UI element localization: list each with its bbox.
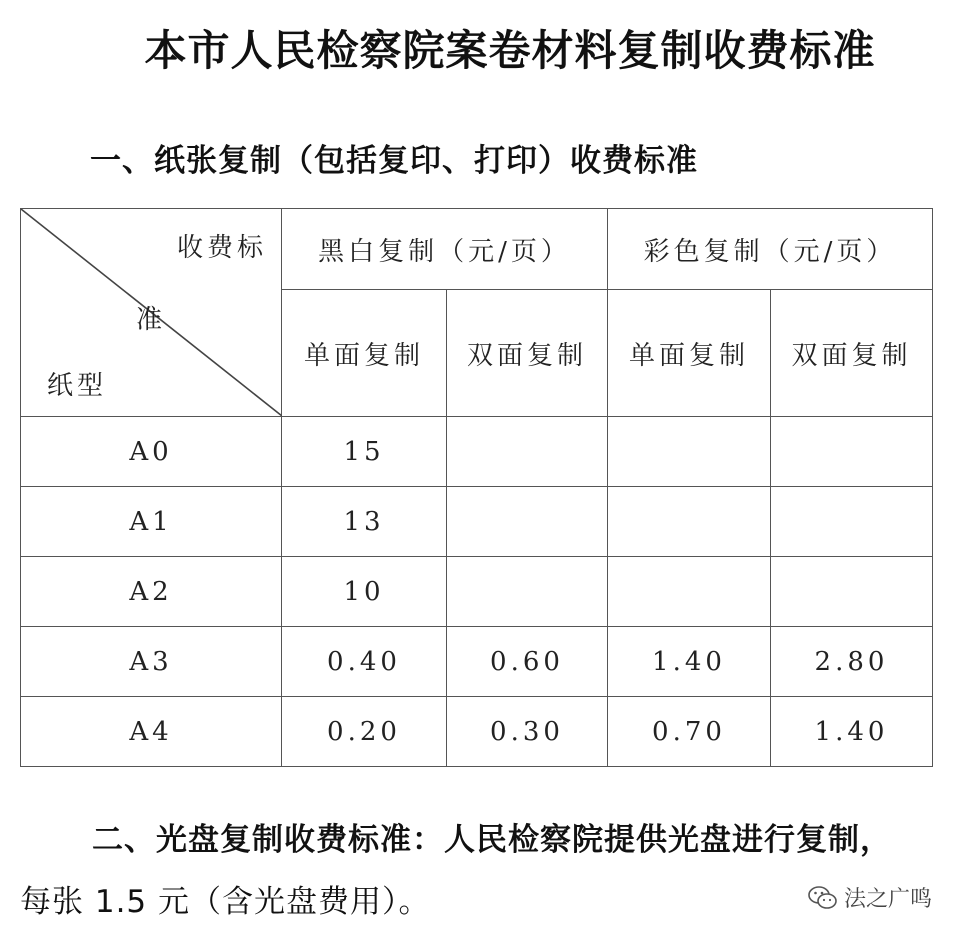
- section-heading-paper: 一、纸张复制（包括复印、打印）收费标准: [90, 143, 698, 179]
- fee-table: [20, 208, 933, 767]
- table-row: [21, 557, 933, 627]
- price-cell: [447, 557, 608, 627]
- price-cell: 15: [282, 417, 447, 487]
- subheader-color-double: 双面复制: [771, 290, 933, 417]
- subheader-color-single: 单面复制: [608, 290, 771, 417]
- price-cell: [771, 417, 933, 487]
- table-row: [21, 627, 933, 697]
- price-cell: [447, 417, 608, 487]
- paper-cell: A3: [21, 627, 282, 697]
- paper-cell: A0: [21, 417, 282, 487]
- corner-label-standard: 准: [136, 305, 165, 335]
- price-cell: 2.80: [771, 627, 933, 697]
- price-cell: [608, 557, 771, 627]
- paper-cell: A4: [21, 697, 282, 767]
- watermark: [808, 882, 932, 913]
- price-cell: [771, 487, 933, 557]
- price-cell: 0.20: [282, 697, 447, 767]
- corner-label-fee: 收费标: [176, 233, 267, 263]
- corner-label-paper-type: 纸型: [47, 371, 108, 401]
- price-cell: [771, 557, 933, 627]
- table-row: [21, 417, 933, 487]
- price-cell: 0.30: [447, 697, 608, 767]
- price-cell: 10: [282, 557, 447, 627]
- price-cell: 0.40: [282, 627, 447, 697]
- price-cell: [608, 417, 771, 487]
- price-cell: 13: [282, 487, 447, 557]
- price-cell: 0.70: [608, 697, 771, 767]
- table-row: [21, 697, 933, 767]
- price-cell: [447, 487, 608, 557]
- price-cell: [608, 487, 771, 557]
- group-header-bw: 黑白复制（元/页）: [282, 209, 608, 290]
- corner-header-cell: [21, 209, 282, 417]
- section-heading-disc: 二、光盘复制收费标准：人民检察院提供光盘进行复制，: [92, 822, 892, 858]
- paper-cell: A2: [21, 557, 282, 627]
- price-cell: 1.40: [771, 697, 933, 767]
- price-cell: 1.40: [608, 627, 771, 697]
- watermark-text: 法之广鸣: [844, 887, 933, 912]
- wechat-icon: [808, 885, 838, 911]
- paper-cell: A1: [21, 487, 282, 557]
- disc-fee-text: 每张 1.5 元（含光盘费用）。: [20, 884, 431, 920]
- subheader-bw-single: 单面复制: [282, 290, 447, 417]
- price-cell: 0.60: [447, 627, 608, 697]
- subheader-bw-double: 双面复制: [447, 290, 608, 417]
- table-row: [21, 487, 933, 557]
- group-header-color: 彩色复制（元/页）: [608, 209, 933, 290]
- page-title: 本市人民检察院案卷材料复制收费标准: [144, 26, 876, 75]
- table-header-row: [21, 209, 933, 290]
